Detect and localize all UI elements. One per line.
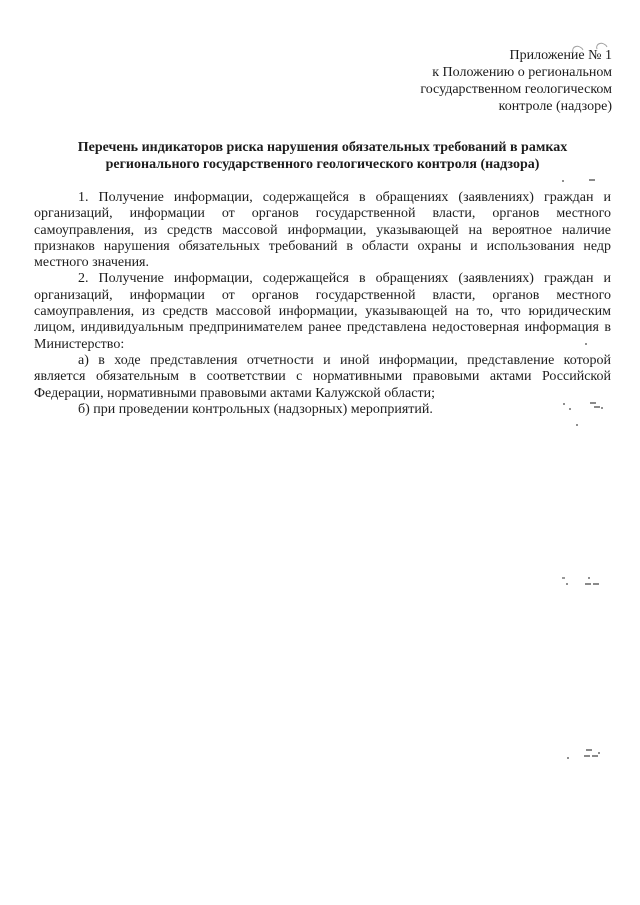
paragraph-subitem-a: а) в ходе представления отчетности и иной информации, представление которой является обязательным в соответствии с нормативными правовыми актами Российской Федерации, нормативными правовыми актами Калужской области;	[34, 352, 611, 401]
scan-noise-speck	[576, 424, 578, 426]
appendix-header-line: государственном геологическом	[420, 82, 612, 97]
scan-noise-speck	[585, 583, 591, 585]
scan-noise-speck	[562, 577, 565, 579]
scan-noise-speck	[586, 749, 592, 751]
scan-noise-speck	[584, 755, 590, 757]
appendix-header-line: Приложение № 1	[509, 48, 612, 63]
document-title-line: регионального государственного геологического контроля (надзора)	[105, 157, 540, 172]
appendix-header-line: контроле (надзоре)	[498, 99, 612, 114]
scan-noise-speck	[592, 755, 598, 757]
scan-noise-speck	[566, 583, 568, 585]
appendix-header	[312, 47, 612, 115]
scan-noise-speck	[598, 752, 600, 754]
document-body	[34, 190, 611, 418]
paragraph-item-2: 2. Получение информации, содержащейся в обращениях (заявлениях) граждан и организаций, информации от органов государственной власти, органов местного самоуправления, из средств массовой информации, указывающей на то, что юридическим лицом, индивидуальным предпринимателем ранее представлена недостоверная информация в Министерство:	[34, 271, 611, 352]
paragraph-subitem-b: б) при проведении контрольных (надзорных) мероприятий.	[78, 401, 433, 417]
scan-noise-speck	[589, 179, 595, 181]
document-title-line: Перечень индикаторов риска нарушения обязательных требований в рамках	[77, 140, 568, 155]
paragraph-item-1: 1. Получение информации, содержащейся в обращениях (заявлениях) граждан и организаций, информации от органов государственной власти, органов местного самоуправления, из средств массовой информации, указывающей на вероятное наличие признаков нарушения обязательных требований в области охраны и использования недр местного значения.	[34, 190, 611, 271]
document-title	[34, 139, 611, 173]
appendix-header-line: к Положению о региональном	[432, 65, 612, 80]
scan-noise-speck	[567, 757, 569, 759]
scan-noise-speck	[562, 180, 564, 182]
scan-noise-speck	[593, 583, 599, 585]
scan-noise-speck	[588, 577, 590, 579]
